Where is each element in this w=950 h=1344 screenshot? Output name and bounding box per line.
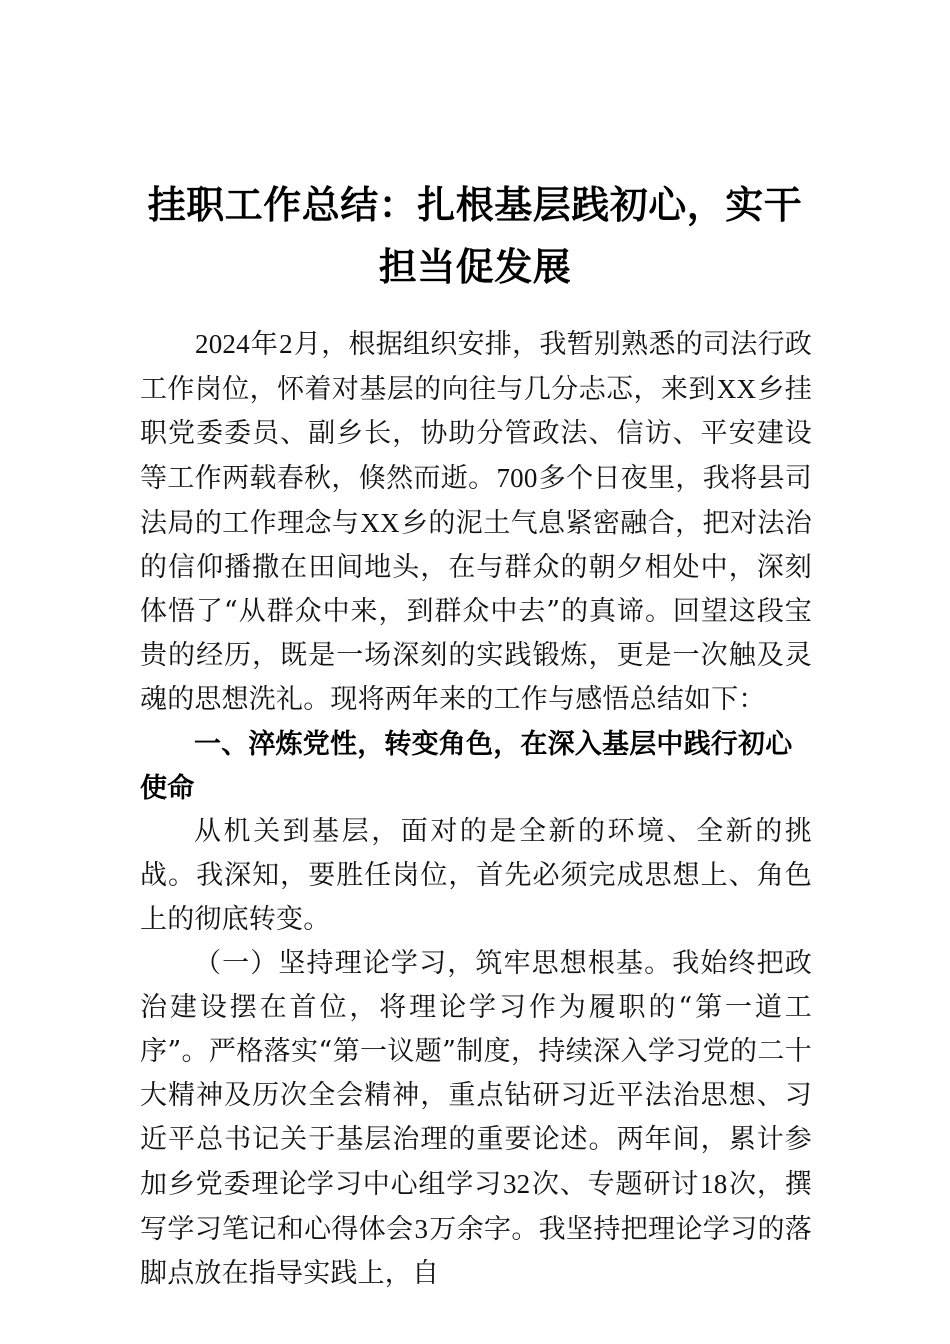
latin-run: 2024 <box>195 329 250 359</box>
section-heading-1: 一、淬炼党性，转变角色，在深入基层中践行初心使命 <box>140 729 793 803</box>
paragraph-intro: 2024年2月，根据组织安排，我暂别熟悉的司法行政工作岗位，怀着对基层的向往与几分忐忑，来到XX乡挂职党委委员、副乡长，协助分管政法、信访、平安建设等工作两载春秋，倏然而逝。700多个日夜里，我将县司法局的工作理念与XX乡的泥土气息紧密融合，把对法治的信仰播撒在田间地头，在与群众的朝夕相处中，深刻体悟了“从群众中来，到群众中去”的真谛。回望这段宝贵的经历，既是一场深刻的实践锻炼，更是一次触及灵魂的思想洗礼。现将两年来的工作与感悟总结如下： <box>140 329 813 715</box>
latin-run: XX <box>360 508 400 538</box>
paragraph-subsection-1: （一）坚持理论学习，筑牢思想根基。我始终把政治建设摆在首位，将理论学习作为履职的“第一道工序”。严格落实“第一议题”制度，持续深入学习党的二十大精神及历次全会精神，重点钻研习近平法治思想、习近平总书记关于基层治理的重要论述。两年间，累计参加乡党委理论学习中心组学习32次、专题研讨18次，撰写学习笔记和心得体会3万余字。我坚持把理论学习的落脚点放在指导实践上，自 <box>140 948 812 1289</box>
latin-run: 32 <box>502 1169 531 1199</box>
document-body <box>140 322 812 1296</box>
latin-run: 18 <box>700 1169 728 1199</box>
paragraph-role-change: 从机关到基层，面对的是全新的环境、全新的挑战。我深知，要胜任岗位，首先必须完成思想上、角色上的彻底转变。 <box>140 816 812 935</box>
latin-run: 2 <box>279 329 293 359</box>
latin-run: 700 <box>496 463 538 493</box>
page-title: 挂职工作总结：扎根基层践初心，实干担当促发展 <box>147 185 803 290</box>
latin-run: XX <box>716 374 757 404</box>
latin-run: 3 <box>414 1214 429 1244</box>
